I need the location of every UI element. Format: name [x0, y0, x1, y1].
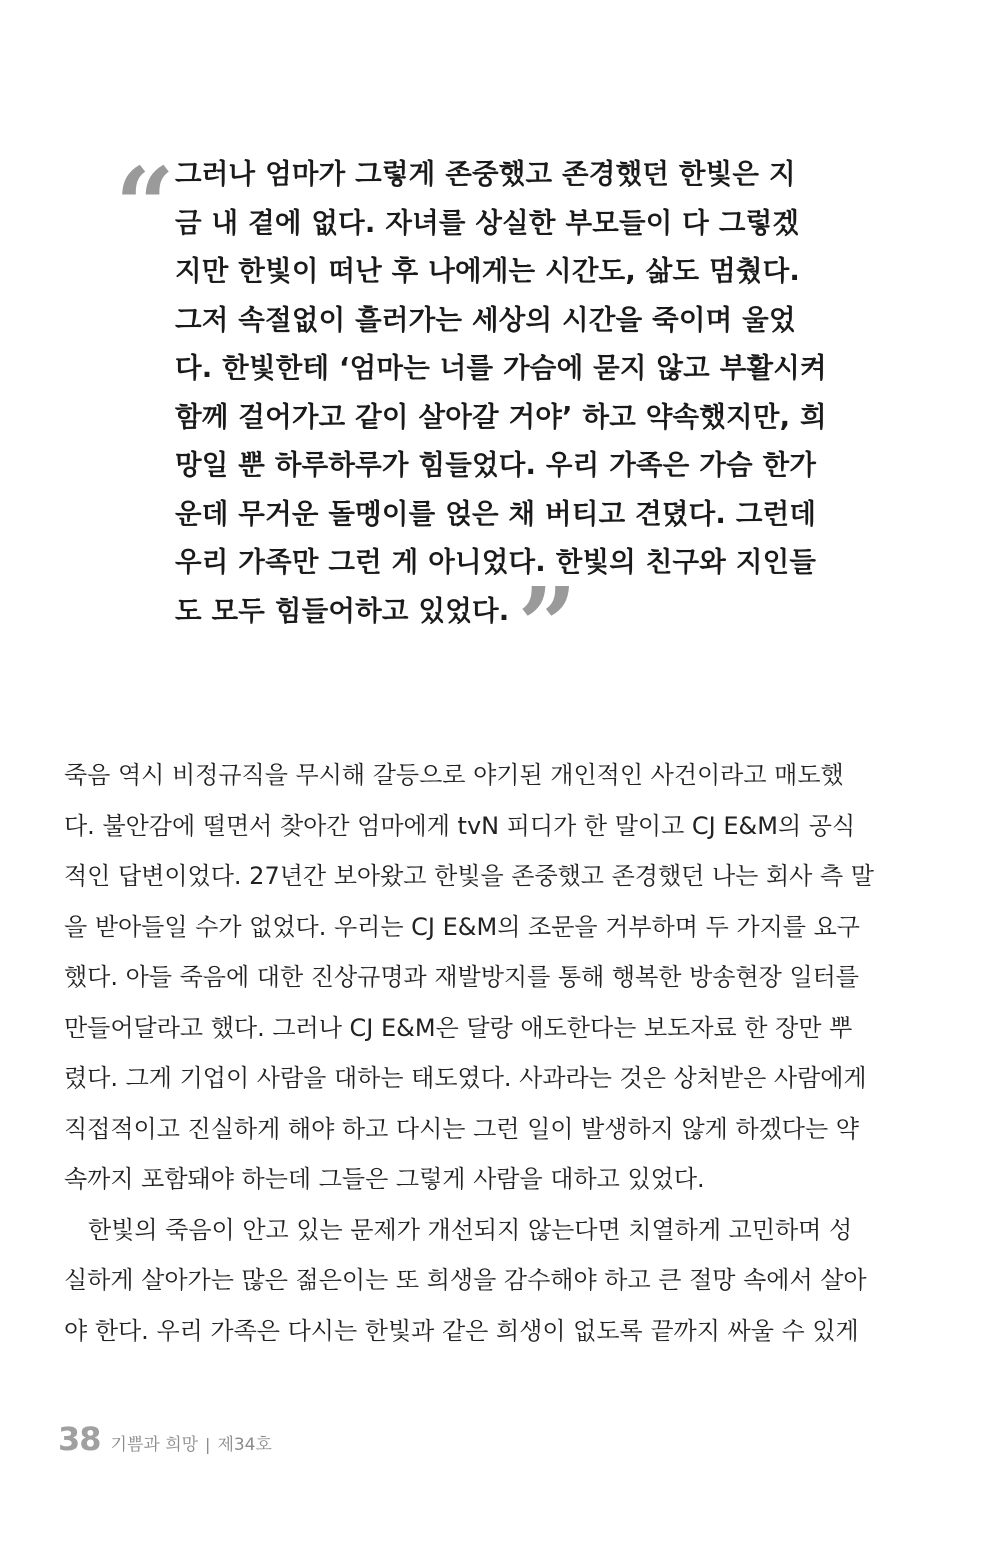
body-line: 실하게 살아가는 많은 젊은이는 또 희생을 감수해야 하고 큰 절망 속에서 살아 — [64, 1266, 867, 1294]
body-line: 렸다. 그게 기업이 사람을 대하는 태도였다. 사과라는 것은 상처받은 사람에게 — [64, 1064, 867, 1092]
pull-quote-line: 운데 무거운 돌멩이를 얹은 채 버티고 견뎠다. 그런데 — [175, 497, 817, 530]
page-number: 38 — [58, 1420, 101, 1458]
issue-number: 제34호 — [217, 1435, 272, 1455]
body-line: 야 한다. 우리 가족은 다시는 한빛과 같은 희생이 없도록 끝까지 싸울 수 있게 — [64, 1316, 859, 1345]
body-line: 직접적이고 진실하게 해야 하고 다시는 그런 일이 발생하지 않게 하겠다는 약 — [64, 1114, 859, 1143]
body-line: 죽음 역시 비정규직을 무시해 갈등으로 야기된 개인적인 사건이라고 매도했 — [64, 761, 844, 789]
body-line: 을 받아들일 수가 없었다. 우리는 CJ E&M의 조문을 거부하며 두 가지를 요구 — [64, 912, 860, 941]
footer-separator: | — [205, 1435, 211, 1454]
pull-quote-line: 지만 한빛이 떠난 후 나에게는 시간도, 삶도 멈췄다. — [175, 255, 801, 287]
open-quote-mark: “ — [115, 144, 175, 267]
page-footer — [58, 1420, 272, 1460]
body-line: 했다. 아들 죽음에 대한 진상규명과 재발방지를 통해 행복한 방송현장 일터를 — [64, 963, 859, 991]
paragraph-start-line: 한빛의 죽음이 안고 있는 문제가 개선되지 않는다면 치열하게 고민하며 성 — [88, 1215, 853, 1244]
pull-quote-line: 망일 뿐 하루하루가 힘들었다. 우리 가족은 가슴 한가 — [175, 449, 817, 481]
body-line: 적인 답변이었다. 27년간 보아왔고 한빛을 존중했고 존경했던 나는 회사 측 말 — [64, 862, 874, 890]
pull-quote-line: 함께 걸어가고 같이 살아갈 거야’ 하고 약속했지만, 희 — [175, 400, 827, 433]
pull-quote-line: 도 모두 힘들어하고 있었다. — [175, 594, 510, 627]
pull-quote-line: 그러나 엄마가 그렇게 존중했고 존경했던 한빛은 지 — [175, 158, 796, 190]
pull-quote-text — [175, 150, 841, 687]
body-line: 다. 불안감에 떨면서 찾아간 엄마에게 tvN 피디가 한 말이고 CJ E&M의 공식 — [64, 811, 856, 840]
pull-quote-line: 다. 한빛한테 ‘엄마는 너를 가슴에 묻지 않고 부활시켜 — [175, 352, 827, 384]
body-line: 만들어달라고 했다. 그러나 CJ E&M은 달랑 애도한다는 보도자료 한 장만 뿌 — [64, 1013, 853, 1042]
pull-quote-line: 금 내 곁에 없다. 자녀를 상실한 부모들이 다 그렇겠 — [175, 206, 800, 239]
pull-quote-line: 그저 속절없이 흘러가는 세상의 시간을 죽이며 울었 — [175, 303, 796, 336]
pull-quote-line: 우리 가족만 그런 게 아니었다. 한빛의 친구와 지인들 — [175, 546, 817, 578]
body-text — [64, 750, 949, 1356]
publication-name: 기쁨과 희망 — [110, 1435, 199, 1455]
pull-quote-last-line: 도 모두 힘들어하고 있었다.” — [175, 563, 578, 687]
body-line: 속까지 포함돼야 하는데 그들은 그렇게 사람을 대하고 있었다. — [64, 1165, 705, 1193]
